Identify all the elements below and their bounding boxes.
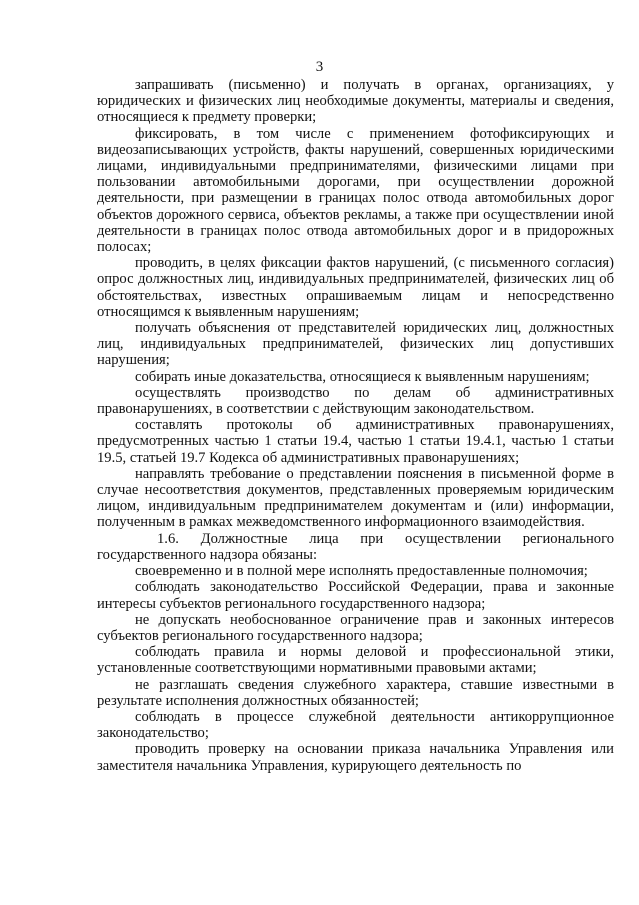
paragraph-inspection-basis: проводить проверку на основании приказа начальника Управления или заместителя начальника Управления, курирующего деятельность по <box>97 741 614 774</box>
paragraph-exercise-powers: своевременно и в полной мере исполнять предоставленные полномочия; <box>135 563 588 580</box>
paragraph-record-violations: фиксировать, в том числе с применением фотофиксирующих и видеозаписывающих устройств, факты нарушений, совершенных юридическими лицами, индивидуальными предпринимателями, физическими лицами при пользовании автомобильными дорогами, при осуществлении дорожной деятельности, при размещении в границах полос отвода автомобильных дорог объектов дорожного сервиса, объектов рекламы, а также при осуществлении иной деятельности в границах полос отвода автомобильных дорог и в придорожных полосах; <box>97 125 614 256</box>
document-body <box>97 77 614 774</box>
paragraph-no-unjustified-restriction: не допускать необоснованное ограничение прав и законных интересов субъектов регионального государственного надзора; <box>97 611 614 644</box>
paragraph-professional-ethics: соблюдать правила и нормы деловой и профессиональной этики, установленные соответствующими нормативными правовыми актами; <box>97 644 614 677</box>
paragraph-collect-evidence: собирать иные доказательства, относящиеся к выявленным нарушениям; <box>135 368 590 385</box>
paragraph-draw-up-protocols: составлять протоколы об административных правонарушениях, предусмотренных частью 1 статьи 19.4, частью 1 статьи 19.4.1, частью 1 статьи 19.5, статьей 19.7 Кодекса об административных правонарушениях; <box>97 417 614 466</box>
paragraph-obtain-explanations: получать объяснения от представителей юридических лиц, должностных лиц, индивидуальных предпринимателей, физических лиц допустивших нарушения; <box>97 320 614 369</box>
paragraph-send-requirement: направлять требование о представлении пояснения в письменной форме в случае несоответствия документов, представленных проверяемым юридическим лицом, индивидуальным предпринимателем документам и (или) информации, полученным в рамках межведомственного информационного взаимодействия. <box>97 465 614 531</box>
paragraph-administrative-proceedings: осуществлять производство по делам об административных правонарушениях, в соответствии с действующим законодательством. <box>97 384 614 418</box>
page-number: 3 <box>315 59 324 75</box>
section-heading-1-6: 1.6. Должностные лица при осуществлении регионального государственного надзора обязаны: <box>97 530 614 563</box>
paragraph-comply-legislation: соблюдать законодательство Российской Федерации, права и законные интересы субъектов регионального государственного надзора; <box>97 579 614 612</box>
paragraph-anticorruption: соблюдать в процессе служебной деятельности антикоррупционное законодательство; <box>97 708 614 742</box>
paragraph-request-documents: запрашивать (письменно) и получать в органах, организациях, у юридических и физических лиц необходимые документы, материалы и сведения, относящиеся к предмету проверки; <box>97 77 614 126</box>
paragraph-confidentiality: не разглашать сведения служебного характера, ставшие известными в результате исполнения должностных обязанностей; <box>97 676 614 709</box>
paragraph-conduct-survey: проводить, в целях фиксации фактов нарушений, (с письменного согласия) опрос должностных лиц, индивидуальных предпринимателей, физических лиц об обстоятельствах, известных опрашиваемым лицам и непосредственно относящимся к выявленным нарушениям; <box>97 255 614 320</box>
